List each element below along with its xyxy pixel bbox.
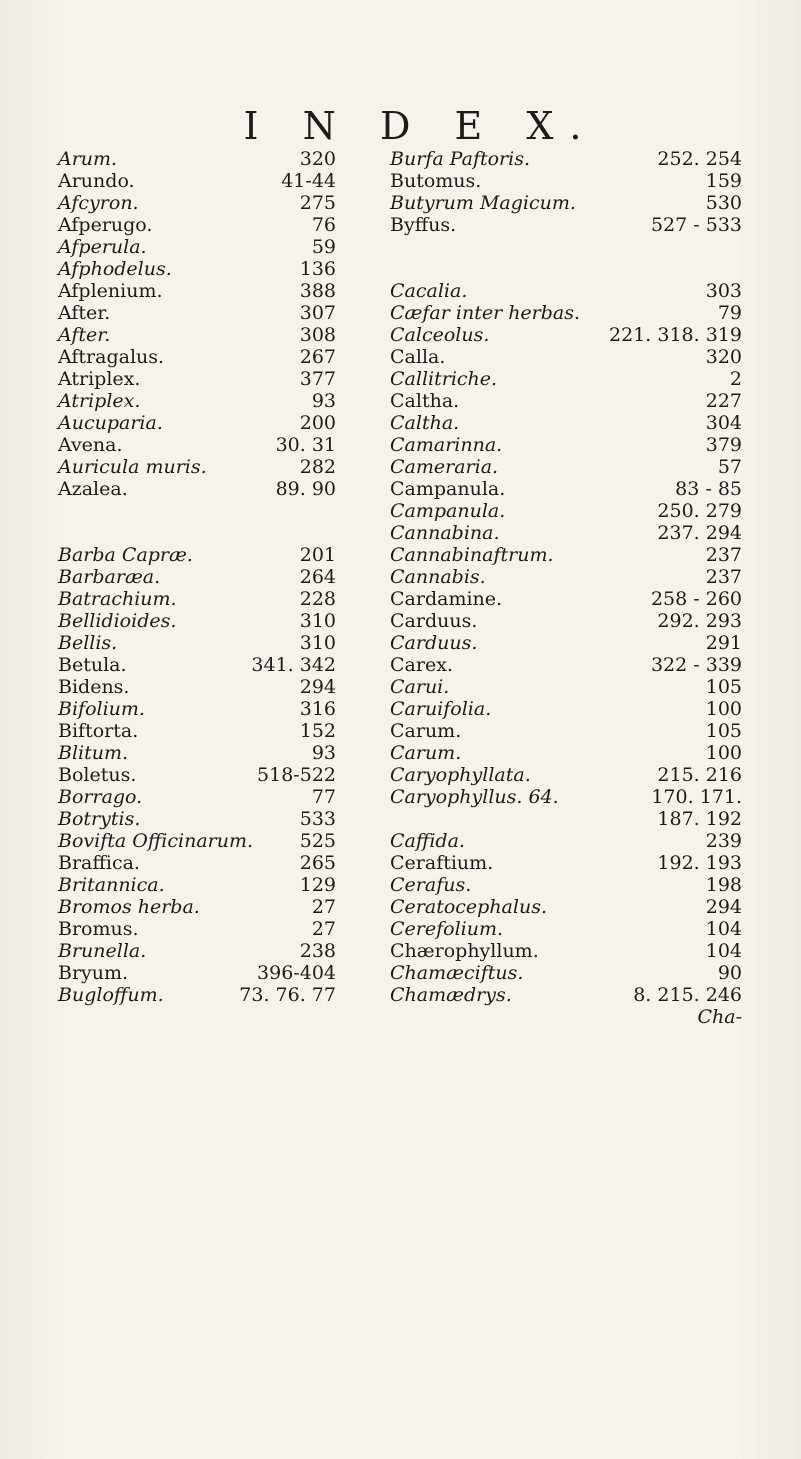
- index-page-numbers: 104: [705, 940, 742, 962]
- index-page-numbers: 237. 294: [657, 522, 742, 544]
- index-term: Caryophyllata.: [390, 764, 531, 786]
- index-term: Byffus.: [390, 214, 457, 236]
- index-term: Braffica.: [58, 852, 140, 874]
- index-term: Cardamine.: [390, 588, 503, 610]
- index-entry: [58, 412, 388, 434]
- index-term: Bovifta Officinarum.: [58, 830, 254, 852]
- index-term: Caffida.: [390, 830, 465, 852]
- index-term: Borrago.: [58, 786, 143, 808]
- index-term: Bryum.: [58, 962, 129, 984]
- index-term: Afcyron.: [58, 192, 139, 214]
- index-page-numbers: 104: [705, 918, 742, 940]
- index-page-numbers: 227: [705, 390, 742, 412]
- index-term: Afplenium.: [58, 280, 163, 302]
- index-entry: [390, 896, 742, 918]
- index-entry: [58, 214, 388, 236]
- index-page-numbers: 308: [299, 324, 336, 346]
- index-term: Calceolus.: [390, 324, 490, 346]
- index-term: Caltha.: [390, 390, 460, 412]
- index-page-numbers: 237: [705, 566, 742, 588]
- index-entry: [390, 280, 742, 302]
- page-title: I N D E X.: [243, 104, 598, 148]
- index-page-numbers: 59: [311, 236, 336, 258]
- index-page-numbers: 322 - 339: [650, 654, 742, 676]
- index-entry: [390, 830, 742, 852]
- index-term: Callitriche.: [390, 368, 498, 390]
- index-page-numbers: 267: [299, 346, 336, 368]
- index-term: Batrachium.: [58, 588, 177, 610]
- index-page-numbers: 265: [299, 852, 336, 874]
- index-page-numbers: 238: [299, 940, 336, 962]
- index-page-numbers: 377: [299, 368, 336, 390]
- index-page-numbers: 221. 318. 319: [609, 324, 742, 346]
- index-page-numbers: 215. 216: [657, 764, 742, 786]
- index-entry: [390, 170, 742, 192]
- index-term: Butomus.: [390, 170, 482, 192]
- index-term: Chamæciftus.: [390, 962, 524, 984]
- index-entry: [58, 302, 388, 324]
- index-entry: [390, 346, 742, 368]
- index-term: Caltha.: [390, 412, 460, 434]
- index-page-numbers: 30. 31: [275, 434, 336, 456]
- index-page-numbers: 201: [299, 544, 336, 566]
- index-page-numbers: 304: [705, 412, 742, 434]
- index-page-numbers: 105: [705, 676, 742, 698]
- index-term: After.: [58, 302, 111, 324]
- index-page-numbers: 83 - 85: [675, 478, 742, 500]
- index-page-numbers: 294: [705, 896, 742, 918]
- index-term: Carui.: [390, 676, 450, 698]
- index-term: Cerefolium.: [390, 918, 504, 940]
- index-page-numbers: 379: [705, 434, 742, 456]
- index-entry: [58, 874, 388, 896]
- index-page-numbers: 252. 254: [657, 148, 742, 170]
- index-entry: [58, 346, 388, 368]
- index-entry: [58, 830, 388, 852]
- index-entry: [58, 918, 388, 940]
- index-term: Afperugo.: [58, 214, 153, 236]
- index-entry: [58, 764, 388, 786]
- index-term: Carum.: [390, 720, 462, 742]
- index-entry: [390, 852, 742, 874]
- index-term: Camarinna.: [390, 434, 503, 456]
- index-entry: [58, 368, 388, 390]
- index-term: Chærophyllum.: [390, 940, 539, 962]
- index-entry: [58, 808, 388, 830]
- index-term: Bromus.: [58, 918, 139, 940]
- index-term: Cæfar inter herbas.: [390, 302, 581, 324]
- index-page-numbers: 129: [299, 874, 336, 896]
- index-term: Atriplex.: [58, 390, 141, 412]
- index-term: Barba Capræ.: [58, 544, 193, 566]
- index-entry: [390, 808, 742, 830]
- index-term: Campanula.: [390, 478, 506, 500]
- index-term: Avena.: [58, 434, 123, 456]
- index-entry: [390, 368, 742, 390]
- index-entry: [390, 544, 742, 566]
- index-page-numbers: 152: [299, 720, 336, 742]
- index-page-numbers: 187. 192: [657, 808, 742, 830]
- index-entry: [58, 588, 388, 610]
- index-term: Britannica.: [58, 874, 165, 896]
- index-page-numbers: 8. 215. 246: [633, 984, 742, 1006]
- index-term: Carduus.: [390, 632, 478, 654]
- index-page-numbers: 292. 293: [657, 610, 742, 632]
- index-page-numbers: 250. 279: [657, 500, 742, 522]
- index-entry: [390, 676, 742, 698]
- index-page-numbers: 320: [705, 346, 742, 368]
- index-term: Caruifolia.: [390, 698, 492, 720]
- index-entry: [390, 962, 742, 984]
- index-entry: [390, 874, 742, 896]
- index-term: Cameraria.: [390, 456, 499, 478]
- index-entry: [58, 720, 388, 742]
- index-term: Biftorta.: [58, 720, 139, 742]
- index-term: Calla.: [390, 346, 446, 368]
- index-entry: [390, 940, 742, 962]
- index-page-numbers: 237: [705, 544, 742, 566]
- index-page-numbers: 303: [705, 280, 742, 302]
- index-page-numbers: 228: [299, 588, 336, 610]
- index-term: Burfa Paftoris.: [390, 148, 530, 170]
- index-term: Bifolium.: [58, 698, 145, 720]
- index-term: Brunella.: [58, 940, 147, 962]
- index-entry: [390, 984, 742, 1006]
- index-entry: [58, 566, 388, 588]
- index-page-numbers: 200: [299, 412, 336, 434]
- index-page-numbers: 57: [717, 456, 742, 478]
- left-index-column: [58, 148, 388, 1006]
- index-page-numbers: 192. 193: [657, 852, 742, 874]
- index-term: Botrytis.: [58, 808, 141, 830]
- index-page-numbers: 320: [299, 148, 336, 170]
- index-entry: [58, 236, 388, 258]
- index-entry: [58, 390, 388, 412]
- index-term: Campanula.: [390, 500, 506, 522]
- index-page-numbers: 388: [299, 280, 336, 302]
- index-entry: [390, 654, 742, 676]
- index-term: Carex.: [390, 654, 453, 676]
- index-page-numbers: 198: [705, 874, 742, 896]
- index-page-numbers: 93: [311, 390, 336, 412]
- index-entry: [58, 148, 388, 170]
- index-page-numbers: 341. 342: [251, 654, 336, 676]
- index-page-numbers: 525: [299, 830, 336, 852]
- index-page-numbers: 27: [311, 896, 336, 918]
- right-index-column: [390, 148, 742, 1028]
- index-page-numbers: 258 - 260: [650, 588, 742, 610]
- index-entry: [390, 588, 742, 610]
- index-page-numbers: 159: [705, 170, 742, 192]
- index-page-numbers: 275: [299, 192, 336, 214]
- index-page-numbers: 100: [705, 698, 742, 720]
- index-page-numbers: 77: [311, 786, 336, 808]
- index-entry: [58, 280, 388, 302]
- index-term: Afperula.: [58, 236, 147, 258]
- index-entry: [58, 500, 388, 522]
- index-entry: [390, 720, 742, 742]
- index-term: Arundo.: [58, 170, 135, 192]
- index-page-numbers: 310: [299, 610, 336, 632]
- index-page-numbers: 73. 76. 77: [239, 984, 336, 1006]
- index-term: Boletus.: [58, 764, 137, 786]
- index-term: Afphodelus.: [58, 258, 172, 280]
- index-page-numbers: 136: [299, 258, 336, 280]
- index-entry: [390, 302, 742, 324]
- index-entry: [58, 544, 388, 566]
- index-entry: [390, 478, 742, 500]
- index-term: After.: [58, 324, 111, 346]
- index-term: Bugloffum.: [58, 984, 164, 1006]
- index-entry: [58, 654, 388, 676]
- index-page-numbers: 518-522: [257, 764, 336, 786]
- index-entry: [390, 214, 742, 236]
- index-page-numbers: 264: [299, 566, 336, 588]
- index-page-numbers: 239: [705, 830, 742, 852]
- index-entry: [390, 764, 742, 786]
- index-term: Cannabina.: [390, 522, 500, 544]
- index-page-numbers: 2: [729, 368, 742, 390]
- index-entry: [58, 170, 388, 192]
- index-entry: [58, 984, 388, 1006]
- index-entry: [58, 456, 388, 478]
- index-page-numbers: 294: [299, 676, 336, 698]
- index-page-numbers: 89. 90: [275, 478, 336, 500]
- index-term: Aucuparia.: [58, 412, 163, 434]
- index-entry: [58, 940, 388, 962]
- index-entry: [58, 522, 388, 544]
- index-term: Carduus.: [390, 610, 478, 632]
- index-entry: [58, 962, 388, 984]
- index-entry: [390, 786, 742, 808]
- index-entry: [58, 192, 388, 214]
- index-term: Barbaræa.: [58, 566, 161, 588]
- index-entry: [58, 698, 388, 720]
- index-page-numbers: 310: [299, 632, 336, 654]
- index-term: Carum.: [390, 742, 462, 764]
- index-term: Bellidioides.: [58, 610, 177, 632]
- index-entry: [390, 522, 742, 544]
- index-entry: [390, 698, 742, 720]
- index-entry: [58, 434, 388, 456]
- index-term: Ceraftium.: [390, 852, 494, 874]
- index-entry: [390, 500, 742, 522]
- index-term: Azalea.: [58, 478, 128, 500]
- index-entry: [390, 918, 742, 940]
- index-page-numbers: 76: [311, 214, 336, 236]
- index-entry: [58, 324, 388, 346]
- index-entry: [58, 478, 388, 500]
- index-entry: [390, 566, 742, 588]
- index-term: Betula.: [58, 654, 127, 676]
- index-entry: [58, 896, 388, 918]
- index-page-numbers: 396-404: [257, 962, 336, 984]
- index-page-numbers: 307: [299, 302, 336, 324]
- index-entry: [390, 456, 742, 478]
- index-entry: [390, 610, 742, 632]
- index-page-numbers: 291: [705, 632, 742, 654]
- index-entry: [58, 258, 388, 280]
- catchword: Cha-: [697, 1006, 742, 1028]
- index-entry: [390, 324, 742, 346]
- index-entry: [390, 412, 742, 434]
- index-page-numbers: 90: [717, 962, 742, 984]
- index-term: Cannabinaftrum.: [390, 544, 554, 566]
- index-term: Atriplex.: [58, 368, 141, 390]
- index-term: Arum.: [58, 148, 118, 170]
- index-entry: [390, 236, 742, 258]
- index-entry: [390, 434, 742, 456]
- index-term: Ceratocephalus.: [390, 896, 547, 918]
- index-page-numbers: 41-44: [281, 170, 336, 192]
- index-term: Bellis.: [58, 632, 118, 654]
- index-page-numbers: 527 - 533: [650, 214, 742, 236]
- index-term: Chamædrys.: [390, 984, 512, 1006]
- index-term: Bromos herba.: [58, 896, 200, 918]
- index-term: Butyrum Magicum.: [390, 192, 576, 214]
- index-page-numbers: 93: [311, 742, 336, 764]
- index-entry: [390, 742, 742, 764]
- index-term: Cannabis.: [390, 566, 486, 588]
- index-page-numbers: 27: [311, 918, 336, 940]
- index-entry: [58, 742, 388, 764]
- index-entry: [390, 148, 742, 170]
- catchword-row: [390, 1006, 742, 1028]
- index-term: Auricula muris.: [58, 456, 207, 478]
- index-entry: [58, 852, 388, 874]
- index-term: Cacalia.: [390, 280, 468, 302]
- index-page-numbers: 170. 171.: [651, 786, 742, 808]
- index-entry: [390, 192, 742, 214]
- index-entry: [390, 632, 742, 654]
- index-term: Caryophyllus. 64.: [390, 786, 559, 808]
- index-page-numbers: 530: [705, 192, 742, 214]
- index-term: Blitum.: [58, 742, 129, 764]
- index-term: Cerafus.: [390, 874, 472, 896]
- index-entry: [58, 676, 388, 698]
- index-page-numbers: 282: [299, 456, 336, 478]
- index-entry: [390, 258, 742, 280]
- index-page-numbers: 79: [717, 302, 742, 324]
- index-page-numbers: 105: [705, 720, 742, 742]
- index-entry: [390, 390, 742, 412]
- index-term: Bidens.: [58, 676, 130, 698]
- index-page-numbers: 533: [299, 808, 336, 830]
- index-page-numbers: 316: [299, 698, 336, 720]
- index-entry: [58, 786, 388, 808]
- index-term: Aftragalus.: [58, 346, 165, 368]
- index-entry: [58, 610, 388, 632]
- index-page-numbers: 100: [705, 742, 742, 764]
- index-entry: [58, 632, 388, 654]
